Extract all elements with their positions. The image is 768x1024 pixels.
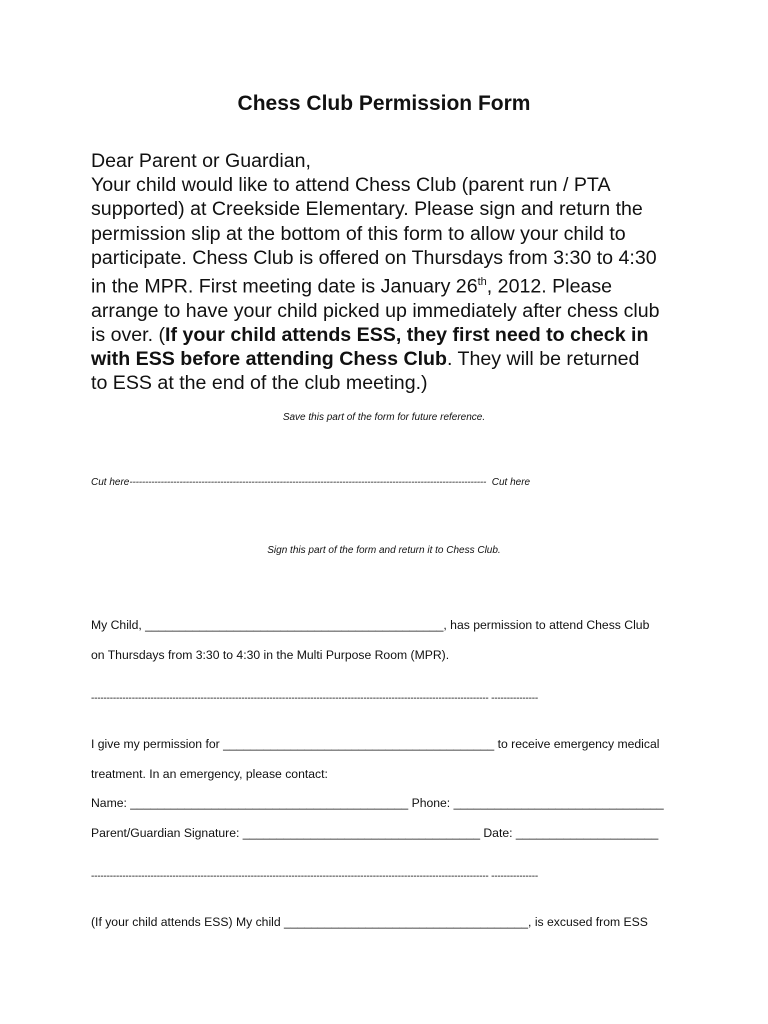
medical-permission-line: I give my permission for ________________________________________ to receive emergency medical [91,737,660,751]
schedule-line: on Thursdays from 3:30 to 4:30 in the Multi Purpose Room (MPR). [91,648,450,662]
letter-text: , 2012. Please [486,275,613,298]
letter-text: . They will be returned [447,348,640,371]
cut-here-right: Cut here [491,477,531,488]
cut-line [91,477,681,488]
letter-text: is over. ( [91,323,166,346]
superscript: th [477,276,487,289]
letter-line [91,270,691,299]
form-title: Chess Club Permission Form [237,92,531,115]
child-permission-line: My Child, ____________________________________________, has permission to attend Chess Club [91,618,650,632]
separator: ------------------------------------------------------------------------------------------------------------------------------- --------------- [91,693,539,704]
letter-line: permission slip at the bottom of this form to allow your child to [91,222,626,245]
emergency-contact-line: treatment. In an emergency, please contact: [91,767,328,781]
letter-line: to ESS at the end of the club meeting.) [91,372,428,395]
ess-excused-line: (If your child attends ESS) My child ____________________________________, is excused from ESS [91,915,648,929]
letter-line [91,347,691,371]
cut-here-left: Cut here [91,477,130,488]
name-phone-line: Name: _________________________________________ Phone: _______________________________ [91,796,664,810]
ess-notice-bold: If your child attends ESS, they first need to check in [165,323,649,346]
letter-greeting: Dear Parent or Guardian, [91,150,311,172]
letter-line [91,323,691,347]
letter-text: in the MPR. First meeting date is January 26 [91,275,478,298]
letter-body [91,149,691,396]
sign-note: Sign this part of the form and return it to Chess Club. [267,545,501,556]
letter-line: supported) at Creekside Elementary. Please sign and return the [91,198,643,221]
signature-date-line: Parent/Guardian Signature: ___________________________________ Date: _____________________ [91,826,659,840]
cut-dashes: ------------------------------------------------------------------------------------------------------------------ [129,477,487,488]
letter-line: arrange to have your child picked up immediately after chess club [91,299,660,322]
save-note: Save this part of the form for future reference. [282,412,486,423]
letter-line: Your child would like to attend Chess Club (parent run / PTA [91,174,611,197]
letter-line: participate. Chess Club is offered on Thursdays from 3:30 to 4:30 [91,246,657,269]
separator: ------------------------------------------------------------------------------------------------------------------------------- --------------- [91,871,539,882]
ess-notice-bold: with ESS before attending Chess Club [91,348,447,371]
